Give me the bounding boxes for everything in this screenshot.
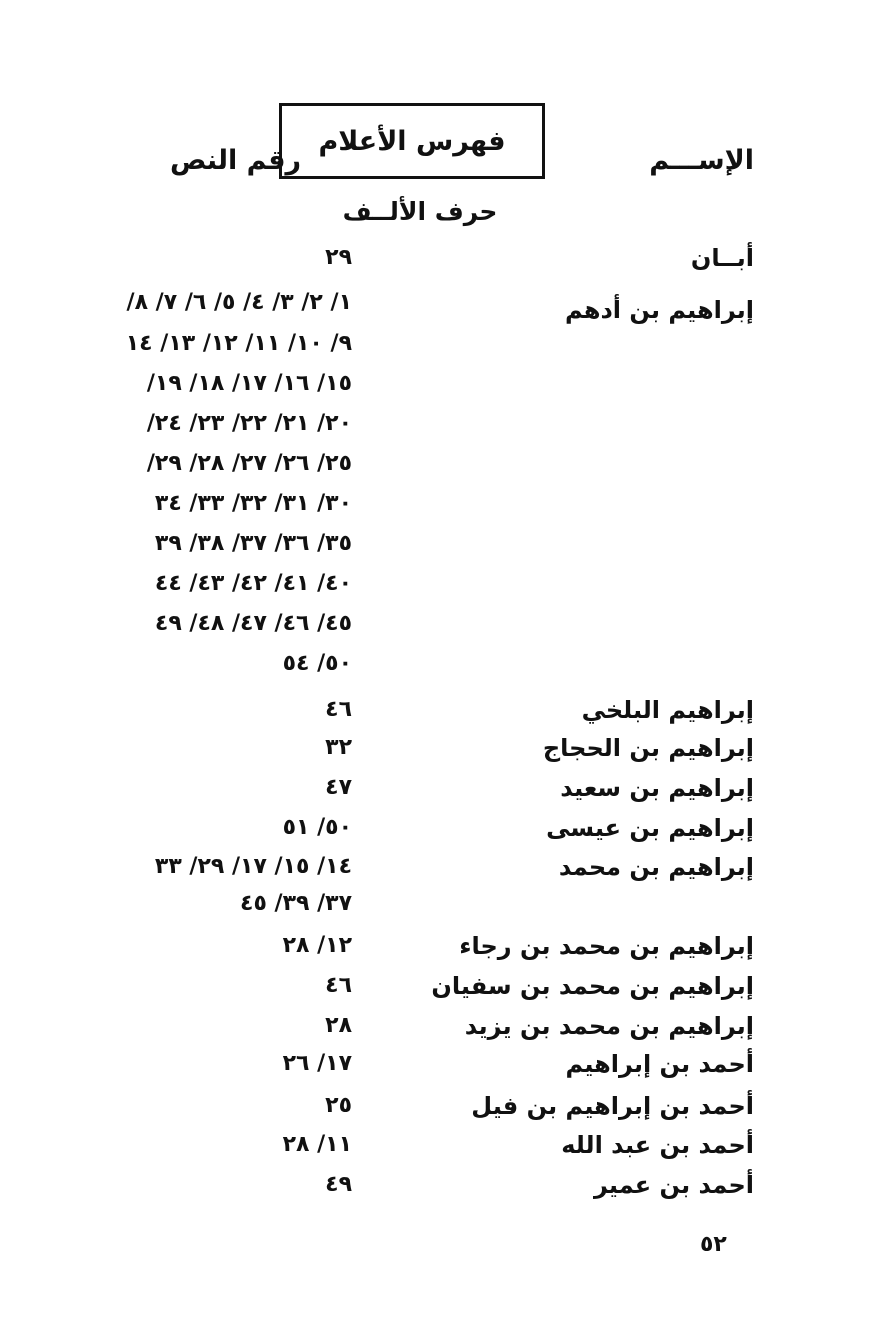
entry-name: أحمد بن عمير	[593, 1171, 754, 1199]
entry-name: أحمد بن إبراهيم	[565, 1050, 754, 1078]
entry-refs: ٢٩	[325, 245, 352, 270]
entry-name: إبراهيم بن محمد	[558, 853, 754, 881]
column-header-name: الإســـم	[649, 145, 754, 176]
index-title: فهرس الأعلام	[318, 125, 506, 157]
entry-refs: ٥٠/ ٥١	[282, 815, 352, 840]
entry-refs: ٤٠/ ٤١/ ٤٢/ ٤٣/ ٤٤	[154, 571, 352, 596]
entry-name: أحمد بن عبد الله	[561, 1131, 754, 1159]
entry-name: إبراهيم بن عيسى	[546, 814, 754, 842]
section-heading: حرف الألــف	[342, 197, 498, 226]
entry-refs: ١٤/ ١٥/ ١٧/ ٢٩/ ٣٣	[154, 854, 352, 879]
entry-refs: ١/ ٢/ ٣/ ٤/ ٥/ ٦/ ٧/ ٨/	[126, 290, 352, 315]
entry-name: أحمد بن إبراهيم بن فيل	[471, 1092, 754, 1120]
entry-refs: ٢٥	[325, 1093, 352, 1118]
entry-refs: ٤٦	[325, 697, 352, 722]
entry-refs: ٣٥/ ٣٦/ ٣٧/ ٣٨/ ٣٩	[154, 531, 352, 556]
entry-refs: ١٢/ ٢٨	[282, 933, 352, 958]
entry-refs: ٢٠/ ٢١/ ٢٢/ ٢٣/ ٢٤/	[146, 411, 352, 436]
entry-refs: ٣٠/ ٣١/ ٣٢/ ٣٣/ ٣٤	[154, 491, 352, 516]
entry-refs: ٩/ ١٠/ ١١/ ١٢/ ١٣/ ١٤	[125, 331, 352, 356]
entry-name: إبراهيم بن أدهم	[565, 296, 754, 324]
entry-refs: ٤٦	[325, 973, 352, 998]
entry-name: إبراهيم بن محمد بن سفيان	[431, 972, 754, 1000]
entry-name: إبراهيم بن محمد بن يزيد	[464, 1012, 754, 1040]
index-title-box	[279, 103, 545, 179]
entry-refs: ١٧/ ٢٦	[282, 1051, 352, 1076]
entry-refs: ١١/ ٢٨	[282, 1132, 352, 1157]
entry-refs: ٢٥/ ٢٦/ ٢٧/ ٢٨/ ٢٩/	[146, 451, 352, 476]
entry-refs: ٣٢	[325, 735, 352, 760]
entry-name: إبراهيم بن سعيد	[560, 774, 754, 802]
entry-refs: ٣٧/ ٣٩/ ٤٥	[240, 891, 352, 916]
entry-name: إبراهيم البلخي	[581, 696, 754, 724]
entry-refs: ٤٥/ ٤٦/ ٤٧/ ٤٨/ ٤٩	[154, 611, 352, 636]
entry-refs: ٢٨	[325, 1013, 352, 1038]
entry-refs: ١٥/ ١٦/ ١٧/ ١٨/ ١٩/	[146, 371, 352, 396]
entry-refs: ٥٠/ ٥٤	[282, 651, 352, 676]
column-header-number: رقم النص	[170, 145, 302, 176]
entry-name: إبراهيم بن محمد بن رجاء	[459, 932, 754, 960]
entry-name: إبراهيم بن الحجاج	[542, 734, 754, 762]
page-number: ٥٢	[700, 1232, 727, 1257]
entry-refs: ٤٩	[325, 1172, 352, 1197]
entry-refs: ٤٧	[325, 775, 352, 800]
entry-name: أبــان	[690, 244, 754, 272]
